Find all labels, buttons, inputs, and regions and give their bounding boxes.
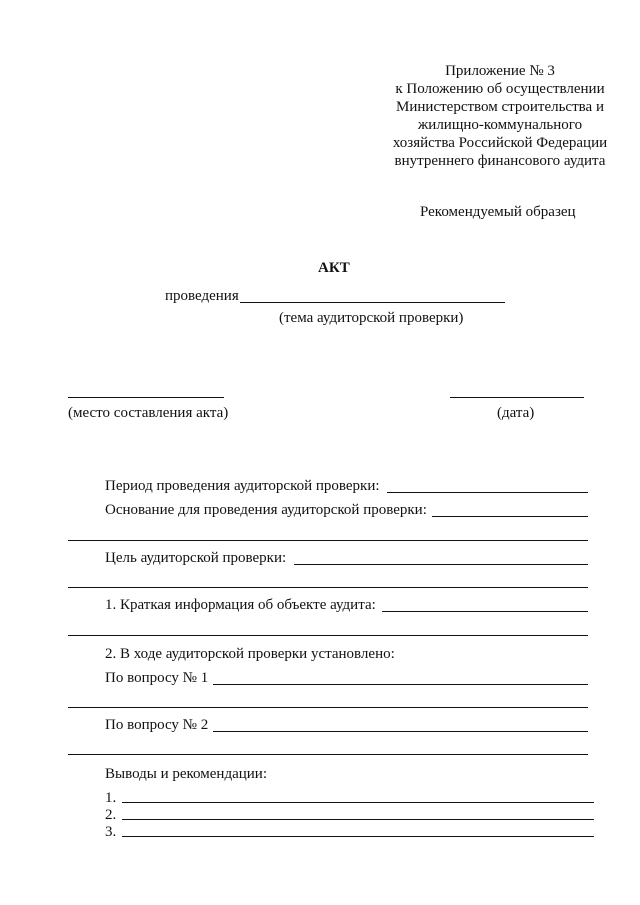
conclusion-item-input-line[interactable] bbox=[122, 802, 594, 803]
appendix-line: Приложение № 3 bbox=[445, 63, 555, 79]
topic-hint: (тема аудиторской проверки) bbox=[279, 310, 464, 326]
period-input-line[interactable] bbox=[387, 492, 588, 493]
act-title: АКТ bbox=[318, 260, 350, 276]
question2-continuation-line[interactable] bbox=[68, 754, 588, 755]
conclusion-item-number: 1. bbox=[105, 790, 117, 806]
appendix-line: хозяйства Российской Федерации bbox=[392, 135, 608, 151]
basis-continuation-line[interactable] bbox=[68, 540, 588, 541]
appendix-line: внутреннего финансового аудита bbox=[394, 153, 606, 169]
brief-info-continuation-line[interactable] bbox=[68, 635, 588, 636]
recommended-sample: Рекомендуемый образец bbox=[420, 204, 576, 220]
place-hint: (место составления акта) bbox=[68, 405, 229, 421]
appendix-line: Министерством строительства и bbox=[396, 99, 604, 115]
conclusion-item-number: 2. bbox=[105, 807, 117, 823]
topic-input-line[interactable] bbox=[240, 302, 505, 303]
question2-input-line[interactable] bbox=[213, 731, 588, 732]
goal-label: Цель аудиторской проверки: bbox=[105, 550, 287, 566]
basis-label: Основание для проведения аудиторской проверки: bbox=[105, 502, 427, 518]
question1-input-line[interactable] bbox=[213, 684, 588, 685]
goal-input-line[interactable] bbox=[294, 564, 588, 565]
goal-continuation-line[interactable] bbox=[68, 587, 588, 588]
basis-input-line[interactable] bbox=[432, 516, 588, 517]
conclusion-item-number: 3. bbox=[105, 824, 117, 840]
conclusions-label: Выводы и рекомендации: bbox=[105, 766, 267, 782]
established-label: 2. В ходе аудиторской проверки установлено: bbox=[105, 646, 395, 662]
date-input-line[interactable] bbox=[450, 397, 584, 398]
conclusion-item-input-line[interactable] bbox=[122, 836, 594, 837]
brief-info-input-line[interactable] bbox=[382, 611, 588, 612]
question2-label: По вопросу № 2 bbox=[105, 717, 209, 733]
period-label: Период проведения аудиторской проверки: bbox=[105, 478, 380, 494]
brief-info-label: 1. Краткая информация об объекте аудита: bbox=[105, 597, 376, 613]
appendix-line: к Положению об осуществлении bbox=[395, 81, 605, 97]
place-input-line[interactable] bbox=[68, 397, 224, 398]
question1-continuation-line[interactable] bbox=[68, 707, 588, 708]
conclusion-item-input-line[interactable] bbox=[122, 819, 594, 820]
question1-label: По вопросу № 1 bbox=[105, 670, 209, 686]
appendix-line: жилищно-коммунального bbox=[417, 117, 583, 133]
date-hint: (дата) bbox=[497, 405, 535, 421]
conducting-label: проведения bbox=[165, 288, 239, 304]
